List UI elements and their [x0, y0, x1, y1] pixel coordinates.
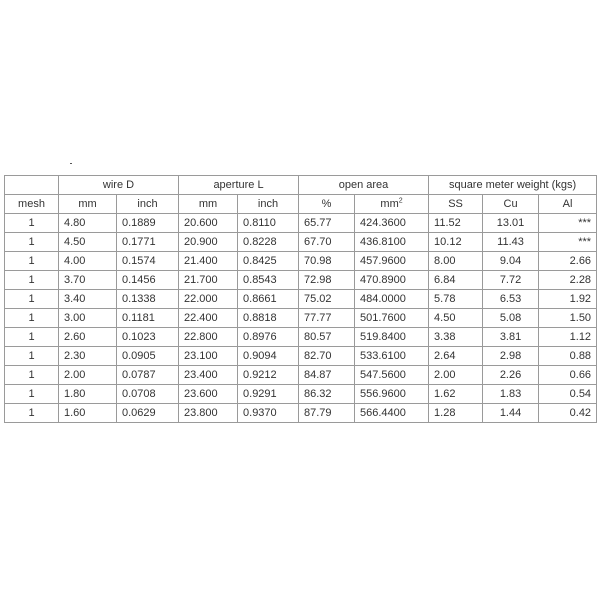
- al-cell: 0.54: [539, 385, 597, 404]
- mesh-cell: 1: [5, 328, 59, 347]
- percent-cell: 86.32: [299, 385, 355, 404]
- aperture-mm-cell: 23.600: [179, 385, 238, 404]
- cu-cell: 5.08: [483, 309, 539, 328]
- wire-mm-cell: 3.00: [59, 309, 117, 328]
- percent-cell: 75.02: [299, 290, 355, 309]
- percent-cell: 80.57: [299, 328, 355, 347]
- cu-cell: 1.44: [483, 404, 539, 423]
- wire-mm-cell: 4.80: [59, 214, 117, 233]
- mesh-cell: 1: [5, 252, 59, 271]
- table-row: [5, 328, 597, 347]
- area-mm2-cell: 470.8900: [355, 271, 429, 290]
- aperture-inch-cell: 0.9212: [238, 366, 299, 385]
- mesh-cell: 1: [5, 404, 59, 423]
- cu-cell: 6.53: [483, 290, 539, 309]
- percent-cell: 84.87: [299, 366, 355, 385]
- percent-cell: 87.79: [299, 404, 355, 423]
- aperture-mm-header: mm: [179, 195, 238, 214]
- area-mm2-cell: 457.9600: [355, 252, 429, 271]
- area-mm2-unit: mm: [380, 198, 399, 210]
- wire-inch-cell: 0.0708: [117, 385, 179, 404]
- al-cell: 2.28: [539, 271, 597, 290]
- mesh-cell: 1: [5, 366, 59, 385]
- aperture-mm-cell: 20.600: [179, 214, 238, 233]
- wire-inch-cell: 0.0905: [117, 347, 179, 366]
- percent-header: %: [299, 195, 355, 214]
- al-cell: 1.12: [539, 328, 597, 347]
- percent-cell: 67.70: [299, 233, 355, 252]
- ss-cell: 3.38: [429, 328, 483, 347]
- al-cell: 2.66: [539, 252, 597, 271]
- wire-inch-cell: 0.1181: [117, 309, 179, 328]
- al-cell: 0.42: [539, 404, 597, 423]
- table-row: [5, 347, 597, 366]
- mesh-cell: 1: [5, 347, 59, 366]
- cu-cell: 2.26: [483, 366, 539, 385]
- wire-mm-cell: 2.00: [59, 366, 117, 385]
- area-mm2-cell: 501.7600: [355, 309, 429, 328]
- area-mm2-header: [355, 195, 429, 214]
- wire-mm-header: mm: [59, 195, 117, 214]
- aperture-inch-cell: 0.8818: [238, 309, 299, 328]
- aperture-inch-header: inch: [238, 195, 299, 214]
- aperture-mm-cell: 22.800: [179, 328, 238, 347]
- table-row: [5, 233, 597, 252]
- aperture-inch-cell: 0.9291: [238, 385, 299, 404]
- wire-mm-cell: 4.00: [59, 252, 117, 271]
- area-mm2-cell: 519.8400: [355, 328, 429, 347]
- al-cell: ***: [539, 233, 597, 252]
- wire-mm-cell: 3.40: [59, 290, 117, 309]
- ss-cell: 11.52: [429, 214, 483, 233]
- wire-mesh-table: [4, 175, 597, 423]
- stray-mark: [70, 163, 72, 164]
- al-cell: 0.66: [539, 366, 597, 385]
- area-mm2-cell: 484.0000: [355, 290, 429, 309]
- aperture-mm-cell: 22.000: [179, 290, 238, 309]
- aperture-l-header: aperture L: [179, 176, 299, 195]
- wire-inch-cell: 0.0787: [117, 366, 179, 385]
- table-body: [5, 214, 597, 423]
- cu-cell: 7.72: [483, 271, 539, 290]
- area-mm2-superscript: 2: [398, 197, 403, 205]
- weight-header: square meter weight (kgs): [429, 176, 597, 195]
- al-cell: 1.50: [539, 309, 597, 328]
- wire-inch-cell: 0.1771: [117, 233, 179, 252]
- mesh-cell: 1: [5, 214, 59, 233]
- aperture-inch-cell: 0.9370: [238, 404, 299, 423]
- mesh-cell: 1: [5, 309, 59, 328]
- aperture-inch-cell: 0.9094: [238, 347, 299, 366]
- aperture-mm-cell: 21.700: [179, 271, 238, 290]
- ss-cell: 4.50: [429, 309, 483, 328]
- table-row: [5, 252, 597, 271]
- ss-cell: 2.64: [429, 347, 483, 366]
- mesh-cell: 1: [5, 233, 59, 252]
- mesh-group-cell: [5, 176, 59, 195]
- aperture-mm-cell: 22.400: [179, 309, 238, 328]
- percent-cell: 65.77: [299, 214, 355, 233]
- mesh-header: mesh: [5, 195, 59, 214]
- al-cell: ***: [539, 214, 597, 233]
- ss-cell: 1.62: [429, 385, 483, 404]
- ss-cell: 6.84: [429, 271, 483, 290]
- aperture-inch-cell: 0.8425: [238, 252, 299, 271]
- table-row: [5, 290, 597, 309]
- wire-d-header: wire D: [59, 176, 179, 195]
- wire-inch-cell: 0.1574: [117, 252, 179, 271]
- aperture-mm-cell: 21.400: [179, 252, 238, 271]
- table-row: [5, 385, 597, 404]
- wire-inch-cell: 0.1023: [117, 328, 179, 347]
- cu-cell: 1.83: [483, 385, 539, 404]
- wire-mm-cell: 3.70: [59, 271, 117, 290]
- percent-cell: 70.98: [299, 252, 355, 271]
- wire-mm-cell: 1.80: [59, 385, 117, 404]
- wire-inch-cell: 0.0629: [117, 404, 179, 423]
- cu-cell: 2.98: [483, 347, 539, 366]
- ss-cell: 5.78: [429, 290, 483, 309]
- table-row: [5, 366, 597, 385]
- cu-cell: 9.04: [483, 252, 539, 271]
- area-mm2-cell: 424.3600: [355, 214, 429, 233]
- area-mm2-cell: 556.9600: [355, 385, 429, 404]
- wire-inch-cell: 0.1889: [117, 214, 179, 233]
- ss-cell: 8.00: [429, 252, 483, 271]
- al-cell: 1.92: [539, 290, 597, 309]
- area-mm2-cell: 566.4400: [355, 404, 429, 423]
- cu-cell: 3.81: [483, 328, 539, 347]
- cu-cell: 13.01: [483, 214, 539, 233]
- table-row: [5, 214, 597, 233]
- percent-cell: 82.70: [299, 347, 355, 366]
- wire-inch-cell: 0.1456: [117, 271, 179, 290]
- wire-inch-header: inch: [117, 195, 179, 214]
- aperture-inch-cell: 0.8543: [238, 271, 299, 290]
- wire-inch-cell: 0.1338: [117, 290, 179, 309]
- area-mm2-cell: 547.5600: [355, 366, 429, 385]
- ss-cell: 1.28: [429, 404, 483, 423]
- open-area-header: open area: [299, 176, 429, 195]
- mesh-cell: 1: [5, 385, 59, 404]
- ss-header: SS: [429, 195, 483, 214]
- percent-cell: 72.98: [299, 271, 355, 290]
- aperture-inch-cell: 0.8228: [238, 233, 299, 252]
- mesh-cell: 1: [5, 290, 59, 309]
- al-cell: 0.88: [539, 347, 597, 366]
- aperture-mm-cell: 20.900: [179, 233, 238, 252]
- aperture-mm-cell: 23.100: [179, 347, 238, 366]
- table-row: [5, 309, 597, 328]
- table-row: [5, 404, 597, 423]
- wire-mm-cell: 4.50: [59, 233, 117, 252]
- ss-cell: 10.12: [429, 233, 483, 252]
- al-header: Al: [539, 195, 597, 214]
- aperture-mm-cell: 23.400: [179, 366, 238, 385]
- aperture-inch-cell: 0.8661: [238, 290, 299, 309]
- wire-mm-cell: 2.60: [59, 328, 117, 347]
- area-mm2-cell: 533.6100: [355, 347, 429, 366]
- table-row: [5, 271, 597, 290]
- percent-cell: 77.77: [299, 309, 355, 328]
- aperture-inch-cell: 0.8976: [238, 328, 299, 347]
- aperture-inch-cell: 0.8110: [238, 214, 299, 233]
- area-mm2-cell: 436.8100: [355, 233, 429, 252]
- cu-cell: 11.43: [483, 233, 539, 252]
- mesh-cell: 1: [5, 271, 59, 290]
- wire-mm-cell: 1.60: [59, 404, 117, 423]
- ss-cell: 2.00: [429, 366, 483, 385]
- aperture-mm-cell: 23.800: [179, 404, 238, 423]
- sub-header-row: [5, 195, 597, 214]
- group-header-row: [5, 176, 597, 195]
- cu-header: Cu: [483, 195, 539, 214]
- wire-mm-cell: 2.30: [59, 347, 117, 366]
